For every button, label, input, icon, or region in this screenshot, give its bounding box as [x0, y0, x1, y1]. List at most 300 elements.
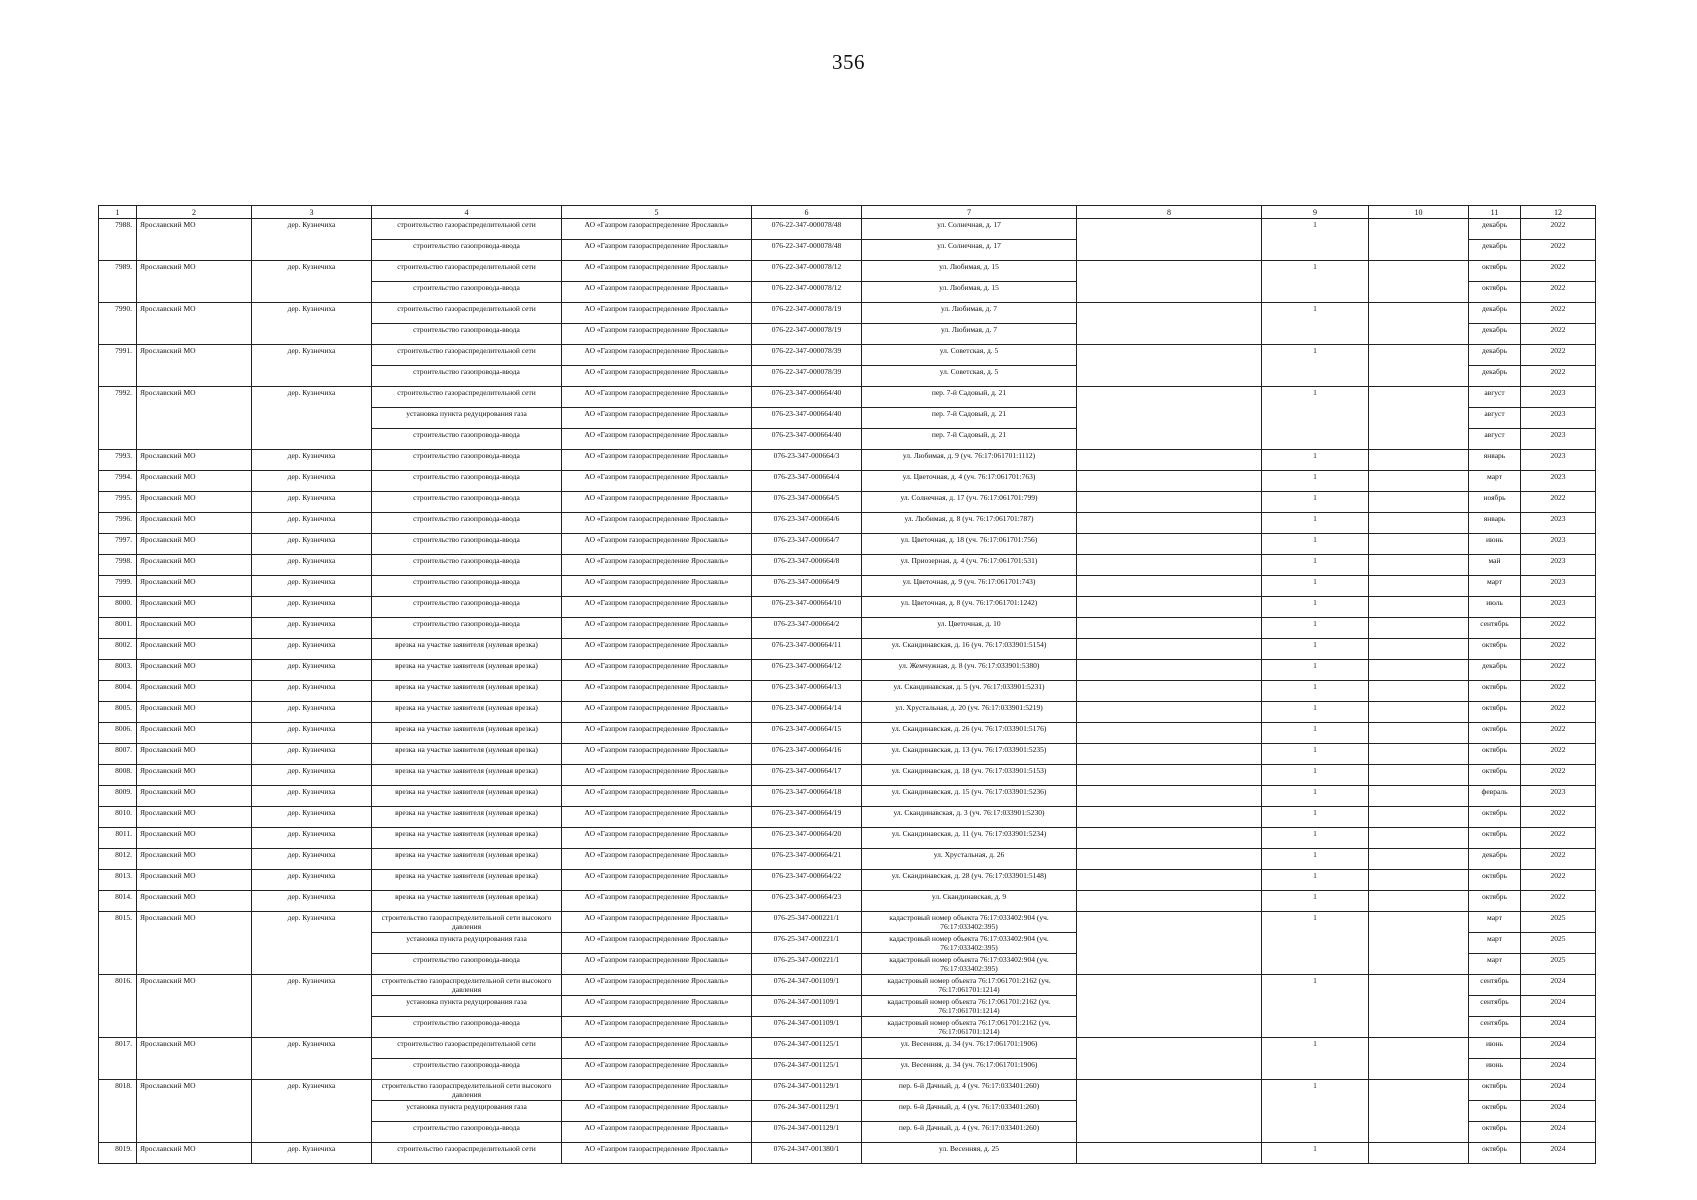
contract-code-cell: 076-22-347-000078/48	[752, 240, 862, 261]
settlement-cell: дер. Кузнечиха	[252, 807, 372, 828]
municipality-cell: Ярославский МО	[137, 618, 252, 639]
column-header: 11	[1469, 206, 1521, 219]
entry-number: 7992.	[99, 387, 137, 408]
count-cell: 1	[1262, 975, 1369, 996]
month-cell: декабрь	[1469, 849, 1521, 870]
empty-cell	[1369, 1059, 1469, 1080]
contract-code-cell: 076-22-347-000078/39	[752, 366, 862, 387]
year-cell: 2023	[1521, 387, 1596, 408]
entry-number: 8001.	[99, 618, 137, 639]
table-row	[99, 387, 1596, 408]
year-cell: 2023	[1521, 429, 1596, 450]
municipality-cell-empty	[137, 1122, 252, 1143]
address-cell: ул. Скандинавская, д. 9	[862, 891, 1077, 912]
month-cell: октябрь	[1469, 828, 1521, 849]
municipality-cell: Ярославский МО	[137, 576, 252, 597]
entry-number-empty	[99, 1017, 137, 1038]
settlement-cell-empty	[252, 933, 372, 954]
column-header: 7	[862, 206, 1077, 219]
organization-cell: АО «Газпром газораспределение Ярославль»	[562, 870, 752, 891]
settlement-cell-empty	[252, 282, 372, 303]
empty-cell	[1369, 912, 1469, 933]
settlement-cell: дер. Кузнечиха	[252, 597, 372, 618]
address-cell: ул. Весенняя, д. 34 (уч. 76:17:061701:1906)	[862, 1038, 1077, 1059]
empty-cell	[1077, 639, 1262, 660]
entry-number-empty	[99, 366, 137, 387]
settlement-cell: дер. Кузнечиха	[252, 261, 372, 282]
year-cell: 2025	[1521, 954, 1596, 975]
empty-cell	[1077, 261, 1262, 282]
empty-cell	[1369, 618, 1469, 639]
empty-cell	[1077, 954, 1262, 975]
contract-code-cell: 076-24-347-001129/1	[752, 1101, 862, 1122]
settlement-cell: дер. Кузнечиха	[252, 219, 372, 240]
contract-code-cell: 076-24-347-001125/1	[752, 1059, 862, 1080]
address-cell: ул. Солнечная, д. 17	[862, 219, 1077, 240]
municipality-cell: Ярославский МО	[137, 492, 252, 513]
empty-cell	[1077, 744, 1262, 765]
entry-number: 8014.	[99, 891, 137, 912]
month-cell: октябрь	[1469, 1143, 1521, 1164]
address-cell: ул. Советская, д. 5	[862, 366, 1077, 387]
settlement-cell: дер. Кузнечиха	[252, 1038, 372, 1059]
settlement-cell: дер. Кузнечиха	[252, 765, 372, 786]
table-row	[99, 1038, 1596, 1059]
settlement-cell-empty	[252, 1101, 372, 1122]
entry-number-empty	[99, 996, 137, 1017]
year-cell: 2022	[1521, 828, 1596, 849]
count-cell: 1	[1262, 807, 1369, 828]
year-cell: 2022	[1521, 849, 1596, 870]
municipality-cell: Ярославский МО	[137, 702, 252, 723]
address-cell: ул. Любимая, д. 15	[862, 261, 1077, 282]
month-cell: август	[1469, 387, 1521, 408]
address-cell: ул. Любимая, д. 7	[862, 303, 1077, 324]
entry-number: 8002.	[99, 639, 137, 660]
year-cell: 2023	[1521, 555, 1596, 576]
count-cell: 1	[1262, 660, 1369, 681]
work-type-cell: установка пункта редуцирования газа	[372, 408, 562, 429]
table-row	[99, 471, 1596, 492]
column-header: 10	[1369, 206, 1469, 219]
count-cell-empty	[1262, 240, 1369, 261]
table-row	[99, 450, 1596, 471]
empty-cell	[1077, 597, 1262, 618]
settlement-cell-empty	[252, 954, 372, 975]
settlement-cell-empty	[252, 240, 372, 261]
organization-cell: АО «Газпром газораспределение Ярославль»	[562, 1122, 752, 1143]
work-type-cell: строительство газопровода-ввода	[372, 429, 562, 450]
address-cell: ул. Цветочная, д. 9 (уч. 76:17:061701:743)	[862, 576, 1077, 597]
settlement-cell: дер. Кузнечиха	[252, 534, 372, 555]
table-row	[99, 681, 1596, 702]
empty-cell	[1077, 618, 1262, 639]
municipality-cell-empty	[137, 933, 252, 954]
address-cell: пер. 6-й Дачный, д. 4 (уч. 76:17:033401:260)	[862, 1080, 1077, 1101]
municipality-cell: Ярославский МО	[137, 555, 252, 576]
empty-cell	[1077, 702, 1262, 723]
municipality-cell: Ярославский МО	[137, 870, 252, 891]
address-cell: ул. Жемчужная, д. 8 (уч. 76:17:033901:5380)	[862, 660, 1077, 681]
organization-cell: АО «Газпром газораспределение Ярославль»	[562, 513, 752, 534]
empty-cell	[1369, 870, 1469, 891]
municipality-cell: Ярославский МО	[137, 1080, 252, 1101]
year-cell: 2022	[1521, 891, 1596, 912]
table-row	[99, 618, 1596, 639]
work-type-cell: строительство газопровода-ввода	[372, 240, 562, 261]
empty-cell	[1369, 282, 1469, 303]
empty-cell	[1369, 849, 1469, 870]
empty-cell	[1077, 933, 1262, 954]
address-cell: кадастровый номер объекта 76:17:061701:2162 (уч. 76:17:061701:1214)	[862, 975, 1077, 996]
table-row	[99, 366, 1596, 387]
entry-number: 8009.	[99, 786, 137, 807]
count-cell: 1	[1262, 492, 1369, 513]
count-cell-empty	[1262, 282, 1369, 303]
organization-cell: АО «Газпром газораспределение Ярославль»	[562, 324, 752, 345]
contract-code-cell: 076-23-347-000664/5	[752, 492, 862, 513]
empty-cell	[1077, 303, 1262, 324]
month-cell: октябрь	[1469, 282, 1521, 303]
settlement-cell-empty	[252, 366, 372, 387]
table-row	[99, 744, 1596, 765]
work-type-cell: врезка на участке заявителя (нулевая врезка)	[372, 891, 562, 912]
empty-cell	[1369, 450, 1469, 471]
organization-cell: АО «Газпром газораспределение Ярославль»	[562, 1059, 752, 1080]
contract-code-cell: 076-24-347-001129/1	[752, 1122, 862, 1143]
municipality-cell: Ярославский МО	[137, 387, 252, 408]
entry-number: 8017.	[99, 1038, 137, 1059]
count-cell: 1	[1262, 891, 1369, 912]
settlement-cell: дер. Кузнечиха	[252, 912, 372, 933]
month-cell: май	[1469, 555, 1521, 576]
organization-cell: АО «Газпром газораспределение Ярославль»	[562, 261, 752, 282]
work-type-cell: врезка на участке заявителя (нулевая врезка)	[372, 765, 562, 786]
settlement-cell-empty	[252, 1017, 372, 1038]
work-type-cell: врезка на участке заявителя (нулевая врезка)	[372, 786, 562, 807]
work-type-cell: врезка на участке заявителя (нулевая врезка)	[372, 702, 562, 723]
empty-cell	[1077, 1101, 1262, 1122]
contract-code-cell: 076-24-347-001380/1	[752, 1143, 862, 1164]
municipality-cell: Ярославский МО	[137, 471, 252, 492]
municipality-cell: Ярославский МО	[137, 912, 252, 933]
organization-cell: АО «Газпром газораспределение Ярославль»	[562, 555, 752, 576]
municipality-cell: Ярославский МО	[137, 765, 252, 786]
empty-cell	[1077, 1143, 1262, 1164]
year-cell: 2022	[1521, 744, 1596, 765]
contract-code-cell: 076-22-347-000078/12	[752, 282, 862, 303]
organization-cell: АО «Газпром газораспределение Ярославль»	[562, 807, 752, 828]
contract-code-cell: 076-24-347-001109/1	[752, 1017, 862, 1038]
work-type-cell: строительство газораспределительной сети	[372, 1038, 562, 1059]
work-type-cell: установка пункта редуцирования газа	[372, 996, 562, 1017]
empty-cell	[1077, 555, 1262, 576]
month-cell: октябрь	[1469, 1080, 1521, 1101]
column-header: 12	[1521, 206, 1596, 219]
settlement-cell-empty	[252, 1059, 372, 1080]
work-type-cell: строительство газопровода-ввода	[372, 555, 562, 576]
empty-cell	[1369, 891, 1469, 912]
empty-cell	[1077, 807, 1262, 828]
empty-cell	[1369, 1038, 1469, 1059]
month-cell: декабрь	[1469, 324, 1521, 345]
month-cell: март	[1469, 933, 1521, 954]
municipality-cell: Ярославский МО	[137, 744, 252, 765]
empty-cell	[1369, 366, 1469, 387]
address-cell: кадастровый номер объекта 76:17:061701:2162 (уч. 76:17:061701:1214)	[862, 996, 1077, 1017]
empty-cell	[1369, 303, 1469, 324]
month-cell: сентябрь	[1469, 975, 1521, 996]
count-cell-empty	[1262, 1101, 1369, 1122]
empty-cell	[1077, 828, 1262, 849]
month-cell: сентябрь	[1469, 618, 1521, 639]
month-cell: сентябрь	[1469, 1017, 1521, 1038]
organization-cell: АО «Газпром газораспределение Ярославль»	[562, 282, 752, 303]
register-body	[99, 219, 1596, 1164]
month-cell: август	[1469, 429, 1521, 450]
municipality-cell: Ярославский МО	[137, 786, 252, 807]
municipality-cell-empty	[137, 366, 252, 387]
year-cell: 2022	[1521, 366, 1596, 387]
empty-cell	[1077, 975, 1262, 996]
year-cell: 2022	[1521, 282, 1596, 303]
empty-cell	[1077, 1038, 1262, 1059]
count-cell: 1	[1262, 387, 1369, 408]
municipality-cell: Ярославский МО	[137, 639, 252, 660]
entry-number-empty	[99, 1122, 137, 1143]
year-cell: 2022	[1521, 261, 1596, 282]
empty-cell	[1077, 1059, 1262, 1080]
count-cell: 1	[1262, 261, 1369, 282]
table-row	[99, 240, 1596, 261]
settlement-cell: дер. Кузнечиха	[252, 681, 372, 702]
address-cell: ул. Скандинавская, д. 15 (уч. 76:17:033901:5236)	[862, 786, 1077, 807]
work-type-cell: врезка на участке заявителя (нулевая врезка)	[372, 828, 562, 849]
table-row	[99, 1101, 1596, 1122]
contract-code-cell: 076-23-347-000664/22	[752, 870, 862, 891]
count-cell: 1	[1262, 534, 1369, 555]
month-cell: декабрь	[1469, 366, 1521, 387]
empty-cell	[1369, 996, 1469, 1017]
month-cell: октябрь	[1469, 639, 1521, 660]
month-cell: июнь	[1469, 1038, 1521, 1059]
count-cell: 1	[1262, 849, 1369, 870]
column-header: 1	[99, 206, 137, 219]
work-type-cell: строительство газопровода-ввода	[372, 618, 562, 639]
empty-cell	[1077, 492, 1262, 513]
organization-cell: АО «Газпром газораспределение Ярославль»	[562, 723, 752, 744]
municipality-cell-empty	[137, 282, 252, 303]
address-cell: ул. Скандинавская, д. 3 (уч. 76:17:033901:5230)	[862, 807, 1077, 828]
work-type-cell: строительство газораспределительной сети высокого давления	[372, 912, 562, 933]
settlement-cell: дер. Кузнечиха	[252, 450, 372, 471]
organization-cell: АО «Газпром газораспределение Ярославль»	[562, 345, 752, 366]
count-cell: 1	[1262, 303, 1369, 324]
organization-cell: АО «Газпром газораспределение Ярославль»	[562, 1143, 752, 1164]
empty-cell	[1369, 1143, 1469, 1164]
table-row	[99, 1122, 1596, 1143]
address-cell: ул. Любимая, д. 15	[862, 282, 1077, 303]
year-cell: 2022	[1521, 324, 1596, 345]
organization-cell: АО «Газпром газораспределение Ярославль»	[562, 387, 752, 408]
table-row	[99, 345, 1596, 366]
work-type-cell: установка пункта редуцирования газа	[372, 1101, 562, 1122]
municipality-cell: Ярославский МО	[137, 975, 252, 996]
count-cell: 1	[1262, 828, 1369, 849]
count-cell: 1	[1262, 681, 1369, 702]
empty-cell	[1369, 933, 1469, 954]
settlement-cell-empty	[252, 324, 372, 345]
table-row	[99, 1059, 1596, 1080]
work-type-cell: строительство газопровода-ввода	[372, 1017, 562, 1038]
register-table	[98, 205, 1596, 1164]
address-cell: пер. 6-й Дачный, д. 4 (уч. 76:17:033401:260)	[862, 1101, 1077, 1122]
month-cell: декабрь	[1469, 240, 1521, 261]
settlement-cell: дер. Кузнечиха	[252, 723, 372, 744]
contract-code-cell: 076-23-347-000664/40	[752, 408, 862, 429]
municipality-cell: Ярославский МО	[137, 828, 252, 849]
address-cell: ул. Скандинавская, д. 13 (уч. 76:17:033901:5235)	[862, 744, 1077, 765]
month-cell: октябрь	[1469, 1122, 1521, 1143]
municipality-cell: Ярославский МО	[137, 450, 252, 471]
page-number: 356	[832, 50, 865, 74]
table-row	[99, 660, 1596, 681]
work-type-cell: врезка на участке заявителя (нулевая врезка)	[372, 660, 562, 681]
month-cell: март	[1469, 954, 1521, 975]
month-cell: октябрь	[1469, 723, 1521, 744]
municipality-cell-empty	[137, 996, 252, 1017]
address-cell: кадастровый номер объекта 76:17:033402:904 (уч. 76:17:033402:395)	[862, 954, 1077, 975]
municipality-cell: Ярославский МО	[137, 681, 252, 702]
entry-number: 7995.	[99, 492, 137, 513]
month-cell: октябрь	[1469, 261, 1521, 282]
address-cell: ул. Любимая, д. 7	[862, 324, 1077, 345]
organization-cell: АО «Газпром газораспределение Ярославль»	[562, 912, 752, 933]
month-cell: ноябрь	[1469, 492, 1521, 513]
address-cell: ул. Солнечная, д. 17 (уч. 76:17:061701:799)	[862, 492, 1077, 513]
month-cell: октябрь	[1469, 870, 1521, 891]
year-cell: 2022	[1521, 702, 1596, 723]
count-cell: 1	[1262, 702, 1369, 723]
count-cell-empty	[1262, 366, 1369, 387]
contract-code-cell: 076-23-347-000664/20	[752, 828, 862, 849]
work-type-cell: врезка на участке заявителя (нулевая врезка)	[372, 870, 562, 891]
address-cell: кадастровый номер объекта 76:17:033402:904 (уч. 76:17:033402:395)	[862, 912, 1077, 933]
municipality-cell: Ярославский МО	[137, 807, 252, 828]
entry-number: 8012.	[99, 849, 137, 870]
work-type-cell: строительство газораспределительной сети	[372, 345, 562, 366]
year-cell: 2023	[1521, 534, 1596, 555]
entry-number: 7996.	[99, 513, 137, 534]
empty-cell	[1077, 471, 1262, 492]
address-cell: ул. Приозерная, д. 4 (уч. 76:17:061701:531)	[862, 555, 1077, 576]
organization-cell: АО «Газпром газораспределение Ярославль»	[562, 492, 752, 513]
month-cell: декабрь	[1469, 660, 1521, 681]
settlement-cell: дер. Кузнечиха	[252, 1143, 372, 1164]
municipality-cell: Ярославский МО	[137, 660, 252, 681]
contract-code-cell: 076-24-347-001129/1	[752, 1080, 862, 1101]
table-row	[99, 555, 1596, 576]
month-cell: декабрь	[1469, 303, 1521, 324]
year-cell: 2022	[1521, 639, 1596, 660]
year-cell: 2024	[1521, 1122, 1596, 1143]
empty-cell	[1369, 534, 1469, 555]
year-cell: 2023	[1521, 786, 1596, 807]
organization-cell: АО «Газпром газораспределение Ярославль»	[562, 1038, 752, 1059]
contract-code-cell: 076-23-347-000664/21	[752, 849, 862, 870]
count-cell: 1	[1262, 555, 1369, 576]
table-row	[99, 513, 1596, 534]
work-type-cell: строительство газопровода-ввода	[372, 471, 562, 492]
column-header: 4	[372, 206, 562, 219]
empty-cell	[1369, 660, 1469, 681]
address-cell: ул. Скандинавская, д. 28 (уч. 76:17:033901:5148)	[862, 870, 1077, 891]
year-cell: 2024	[1521, 1080, 1596, 1101]
entry-number: 8013.	[99, 870, 137, 891]
year-cell: 2024	[1521, 1101, 1596, 1122]
month-cell: октябрь	[1469, 681, 1521, 702]
work-type-cell: врезка на участке заявителя (нулевая врезка)	[372, 681, 562, 702]
empty-cell	[1077, 660, 1262, 681]
count-cell-empty	[1262, 933, 1369, 954]
empty-cell	[1077, 723, 1262, 744]
municipality-cell: Ярославский МО	[137, 1143, 252, 1164]
settlement-cell-empty	[252, 1122, 372, 1143]
year-cell: 2024	[1521, 1017, 1596, 1038]
address-cell: ул. Цветочная, д. 4 (уч. 76:17:061701:763)	[862, 471, 1077, 492]
municipality-cell: Ярославский МО	[137, 849, 252, 870]
settlement-cell: дер. Кузнечиха	[252, 828, 372, 849]
municipality-cell-empty	[137, 324, 252, 345]
month-cell: сентябрь	[1469, 996, 1521, 1017]
work-type-cell: строительство газораспределительной сети	[372, 303, 562, 324]
empty-cell	[1077, 891, 1262, 912]
entry-number-empty	[99, 429, 137, 450]
organization-cell: АО «Газпром газораспределение Ярославль»	[562, 303, 752, 324]
count-cell: 1	[1262, 576, 1369, 597]
entry-number: 8016.	[99, 975, 137, 996]
organization-cell: АО «Газпром газораспределение Ярославль»	[562, 891, 752, 912]
organization-cell: АО «Газпром газораспределение Ярославль»	[562, 765, 752, 786]
address-cell: пер. 7-й Садовый, д. 21	[862, 387, 1077, 408]
municipality-cell-empty	[137, 1101, 252, 1122]
municipality-cell-empty	[137, 954, 252, 975]
work-type-cell: врезка на участке заявителя (нулевая врезка)	[372, 723, 562, 744]
contract-code-cell: 076-23-347-000664/3	[752, 450, 862, 471]
entry-number: 7994.	[99, 471, 137, 492]
table-row	[99, 429, 1596, 450]
contract-code-cell: 076-23-347-000664/8	[752, 555, 862, 576]
address-cell: кадастровый номер объекта 76:17:061701:2162 (уч. 76:17:061701:1214)	[862, 1017, 1077, 1038]
municipality-cell: Ярославский МО	[137, 345, 252, 366]
contract-code-cell: 076-22-347-000078/12	[752, 261, 862, 282]
address-cell: ул. Цветочная, д. 18 (уч. 76:17:061701:756)	[862, 534, 1077, 555]
table-row	[99, 597, 1596, 618]
organization-cell: АО «Газпром газораспределение Ярославль»	[562, 744, 752, 765]
month-cell: октябрь	[1469, 1101, 1521, 1122]
organization-cell: АО «Газпром газораспределение Ярославль»	[562, 618, 752, 639]
table-row	[99, 807, 1596, 828]
settlement-cell: дер. Кузнечиха	[252, 639, 372, 660]
empty-cell	[1077, 1122, 1262, 1143]
work-type-cell: строительство газораспределительной сети	[372, 387, 562, 408]
entry-number: 8005.	[99, 702, 137, 723]
empty-cell	[1369, 807, 1469, 828]
work-type-cell: строительство газопровода-ввода	[372, 534, 562, 555]
empty-cell	[1077, 870, 1262, 891]
entry-number: 7990.	[99, 303, 137, 324]
settlement-cell: дер. Кузнечиха	[252, 660, 372, 681]
